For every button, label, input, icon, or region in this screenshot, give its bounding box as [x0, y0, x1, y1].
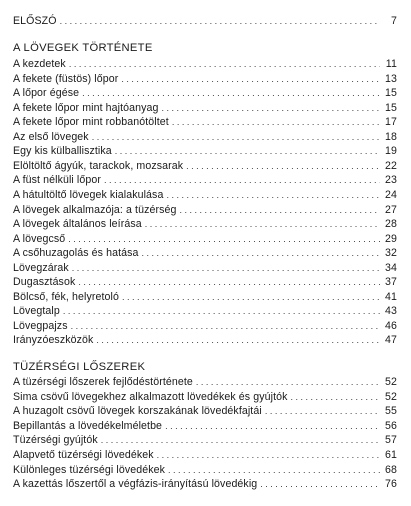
toc-entry: [13, 233, 397, 246]
toc-entry-title: Az első lövegek: [13, 130, 89, 143]
toc-entry-page: 11: [385, 58, 397, 70]
dot-leader: [196, 376, 380, 389]
toc-entry-title: Alapvető tüzérségi lövedékek: [13, 449, 154, 461]
toc-entry: [13, 73, 397, 86]
toc-entry: [13, 478, 397, 491]
toc-entry: [13, 320, 397, 333]
dot-leader: [186, 160, 380, 173]
toc-entry-page: 29: [385, 232, 397, 245]
toc-entry-page: 22: [385, 159, 397, 172]
dot-leader: [68, 233, 380, 246]
dot-leader: [71, 320, 380, 333]
dot-leader: [172, 116, 380, 129]
toc-entry: [13, 434, 397, 447]
toc-entry: [13, 160, 397, 173]
dot-leader: [165, 420, 380, 433]
toc-entry: [13, 58, 397, 71]
toc-entry: [13, 102, 397, 115]
toc-entry-page: 19: [385, 145, 397, 158]
toc-entry-title: A lövegek alkalmazója: a tüzérség: [13, 203, 177, 216]
toc-entry-page: 56: [385, 419, 397, 432]
dot-leader: [96, 334, 380, 347]
toc-entry-title: Különleges tüzérségi lövedékek: [13, 463, 165, 476]
dot-leader: [166, 189, 380, 202]
toc-entry: [13, 87, 397, 100]
toc-entry-page: 41: [385, 290, 397, 303]
toc-entry-title: Egy kis külballisztika: [13, 145, 112, 158]
dot-leader: [142, 247, 381, 260]
toc-entry-page: 46: [385, 319, 397, 332]
toc-entry-page: 23: [385, 174, 397, 187]
toc-entry-title: Lövegzárak: [13, 261, 69, 274]
toc-entry-title: Tüzérségi gyújtók: [13, 434, 98, 447]
toc-entry-page: 17: [385, 116, 397, 129]
toc-entry-page: 28: [385, 218, 397, 231]
toc-entry: [13, 189, 397, 202]
dot-leader: [101, 434, 380, 447]
toc-entry: [13, 334, 397, 347]
toc-entry-page: 76: [385, 478, 397, 491]
toc-entry: [13, 116, 397, 129]
toc-entry-title: Bepillantás a lövedékelméletbe: [13, 419, 163, 432]
dot-leader: [145, 218, 380, 231]
toc-entry-title: Sima csövű lövegekhez alkalmazott lövedékek és gyújtók: [13, 390, 288, 403]
toc-entry-page: 7: [391, 15, 397, 27]
toc-entry-title: A kezdetek: [13, 58, 66, 70]
toc-entry-title: Bölcső, fék, helyretoló: [13, 290, 119, 303]
toc-entry-title: Dugasztások: [13, 276, 76, 289]
dot-leader: [260, 478, 380, 491]
section-heading: A LÖVEGEK TÖRTÉNETE: [13, 42, 153, 54]
dot-leader: [179, 204, 380, 217]
toc-entry: [13, 131, 397, 144]
toc-entry: [13, 291, 397, 304]
dot-leader: [115, 145, 380, 158]
toc-entry-title: A lőpor égése: [13, 87, 80, 100]
toc-entry-page: 37: [385, 276, 397, 289]
toc-entry: [13, 464, 397, 477]
toc-entry-page: 57: [385, 434, 397, 447]
toc-entry: [13, 262, 397, 275]
toc-entry-title: A hátultöltő lövegek kialakulása: [13, 188, 164, 201]
toc-entry-title: A huzagolt csövű lövegek korszakának lövedékfajtái: [13, 405, 262, 418]
toc-entry-page: 18: [385, 130, 397, 143]
toc-entry-page: 24: [385, 188, 397, 201]
dot-leader: [122, 291, 380, 304]
dot-leader: [60, 15, 380, 28]
dot-leader: [69, 58, 380, 71]
dot-leader: [121, 73, 380, 86]
toc-entry-title: A tüzérségi lőszerek fejlődéstörténete: [13, 376, 193, 388]
toc-entry: [13, 145, 397, 158]
toc-entry: [13, 174, 397, 187]
toc-entry-title: A fekete lőpor mint hajtóanyag: [13, 101, 159, 114]
toc-entry-title: A lövegcső: [13, 232, 66, 245]
toc-entry-page: 15: [385, 101, 397, 114]
toc-entry-title: A füst nélküli lőpor: [13, 174, 101, 187]
toc-entry-page: 52: [385, 376, 397, 388]
toc-entry-page: 61: [385, 449, 397, 461]
toc-entry-page: 34: [385, 261, 397, 274]
dot-leader: [157, 449, 380, 462]
toc-entry-title: A csőhuzagolás és hatása: [13, 247, 139, 260]
dot-leader: [168, 464, 380, 477]
toc-entry-title: A fekete (füstös) lőpor: [13, 72, 119, 85]
toc-entry-page: 27: [385, 203, 397, 216]
toc-entry-title: Elöltöltő ágyúk, tarackok, mozsarak: [13, 159, 184, 172]
toc-entry: [13, 391, 397, 404]
section-heading: TÜZÉRSÉGI LŐSZEREK: [13, 361, 146, 373]
toc-entry-page: 13: [385, 72, 397, 85]
dot-leader: [72, 262, 380, 275]
toc-entry-page: 52: [385, 390, 397, 403]
toc-entry-page: 55: [385, 405, 397, 418]
toc-entry: [13, 204, 397, 217]
dot-leader: [104, 174, 380, 187]
toc-entry-title: Irányzóeszközök: [13, 334, 94, 347]
dot-leader: [162, 102, 380, 115]
toc-entry-page: 32: [385, 247, 397, 260]
toc-entry-title: A lövegek általános leírása: [13, 218, 142, 231]
toc-entry: [13, 276, 397, 289]
dot-leader: [63, 305, 380, 318]
toc-entry: [13, 405, 397, 418]
toc-entry-title: A fekete lőpor mint robbanótöltet: [13, 116, 169, 129]
toc-entry-title: Lövegpajzs: [13, 319, 68, 332]
toc-entry-preface: [13, 15, 397, 28]
dot-leader: [82, 87, 380, 100]
toc-entry: [13, 247, 397, 260]
toc-entry: [13, 449, 397, 462]
toc-entry-page: 43: [385, 305, 397, 318]
toc-entry-title: A kazettás lőszertől a végfázis-irányítású lövedékig: [13, 478, 258, 491]
dot-leader: [92, 131, 380, 144]
toc-entry-page: 47: [385, 334, 397, 347]
toc-entry-title: ELŐSZÓ: [13, 15, 57, 27]
dot-leader: [265, 405, 380, 418]
toc-entry: [13, 420, 397, 433]
dot-leader: [78, 276, 380, 289]
toc-entry-page: 68: [385, 463, 397, 476]
toc-entry: [13, 305, 397, 318]
dot-leader: [291, 391, 380, 404]
toc-entry-page: 15: [385, 87, 397, 100]
toc-entry-title: Lövegtalp: [13, 305, 60, 318]
toc-entry: [13, 376, 397, 389]
toc-entry: [13, 218, 397, 231]
